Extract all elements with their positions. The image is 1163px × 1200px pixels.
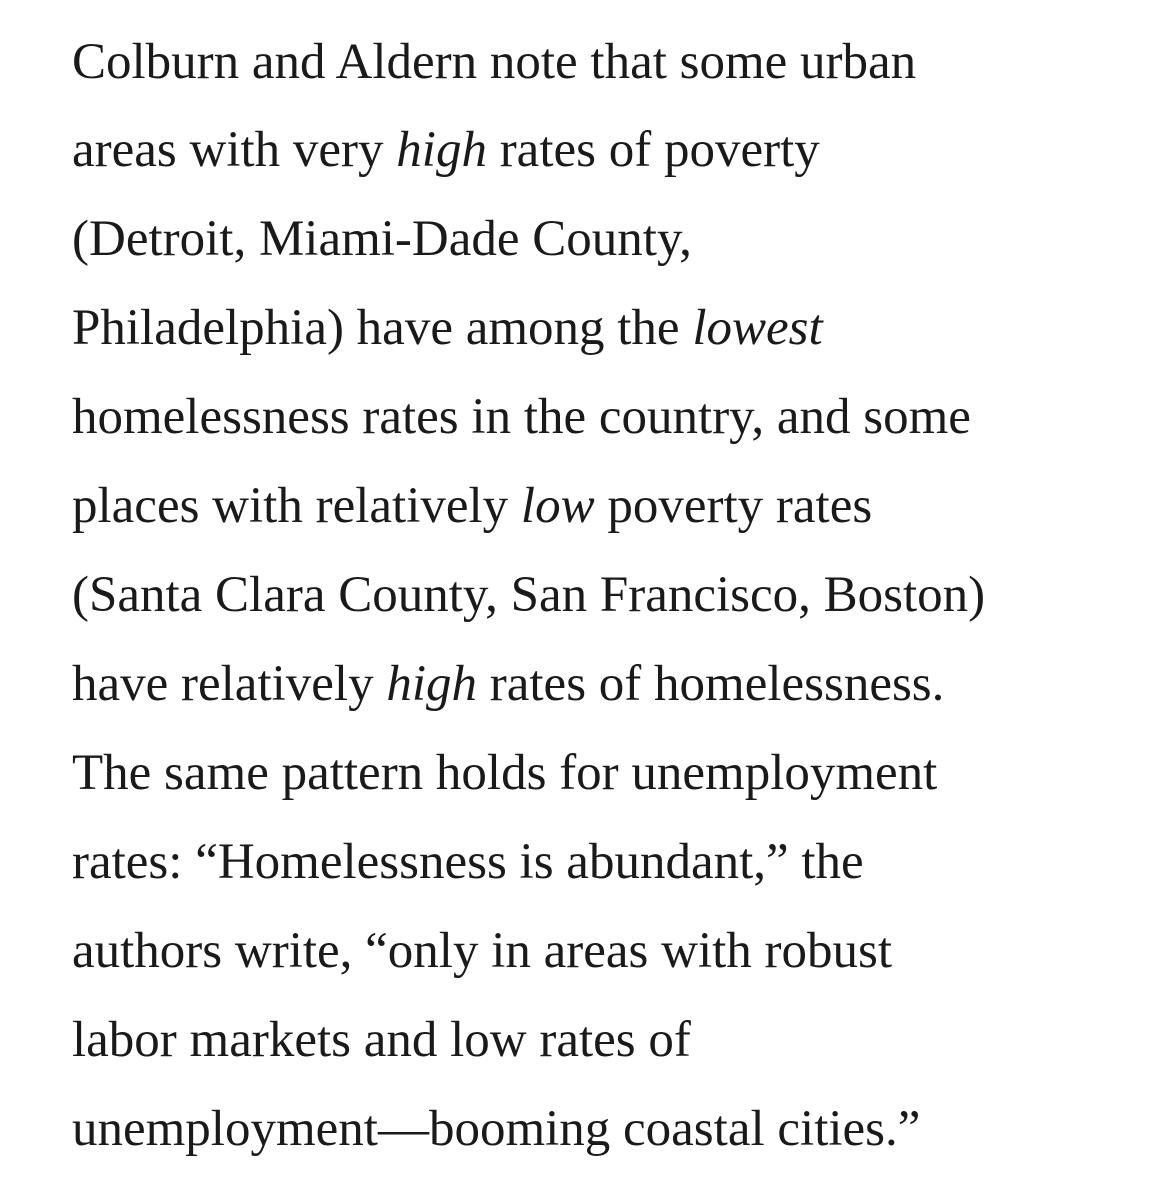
emphasis-text: lowest [692, 300, 823, 356]
text-span: rates: “Homelessness is abundant,” the [72, 834, 864, 890]
text-span: Philadelphia) have among the [72, 300, 693, 356]
text-span: rates of poverty [486, 122, 820, 178]
text-span: unemployment—booming coastal cities.” [72, 1101, 921, 1157]
emphasis-text: high [396, 122, 487, 178]
emphasis-text: low [520, 478, 595, 534]
text-span: rates of homelessness. [477, 656, 945, 712]
paragraph-line [72, 743, 937, 803]
text-span: labor markets and low rates of [72, 1012, 691, 1068]
text-span: places with relatively [72, 478, 521, 534]
text-span: (Santa Clara County, San Francisco, Boston) [72, 567, 986, 623]
paragraph-line [72, 209, 692, 269]
article-excerpt [72, 0, 1152, 1200]
text-span: areas with very [72, 122, 397, 178]
paragraph-line [72, 476, 872, 536]
paragraph-line [72, 1099, 920, 1159]
emphasis-text: high [386, 656, 478, 712]
text-span: Colburn and Aldern note that some urban [72, 34, 917, 90]
paragraph-line [72, 921, 892, 981]
paragraph-line [72, 1010, 691, 1070]
paragraph-line [72, 387, 971, 447]
paragraph-line [72, 654, 944, 714]
text-span: authors write, “only in areas with robust [72, 923, 893, 979]
text-span: have relatively [72, 656, 387, 712]
text-span: (Detroit, Miami-Dade County, [72, 211, 692, 267]
text-span: poverty rates [594, 478, 873, 534]
paragraph-line [72, 298, 823, 358]
text-span: homelessness rates in the country, and some [72, 389, 971, 445]
paragraph-line [72, 120, 820, 180]
paragraph-line [72, 832, 864, 892]
paragraph-line [72, 565, 985, 625]
text-span: The same pattern holds for unemployment [72, 745, 938, 801]
paragraph-line [72, 32, 916, 92]
